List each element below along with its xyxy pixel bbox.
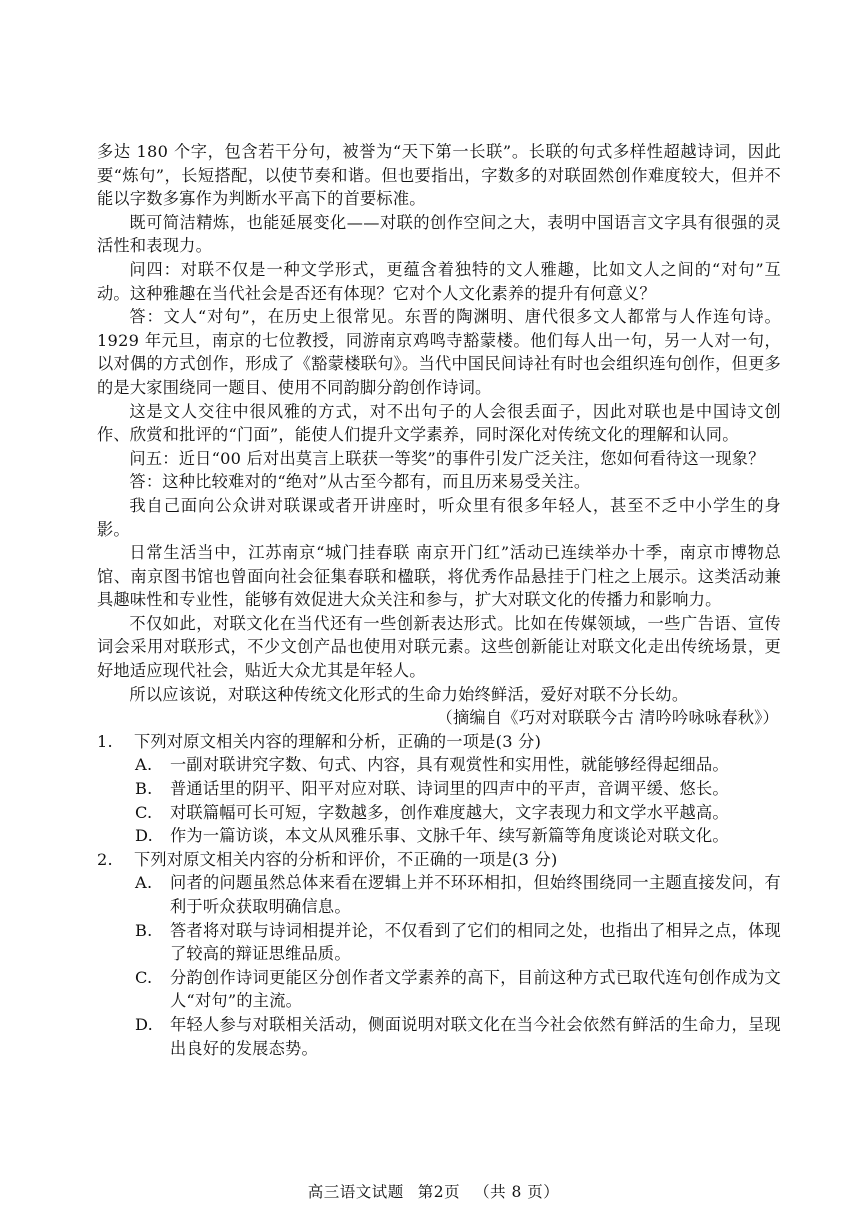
passage-paragraph: 所以应该说，对联这种传统文化形式的生命力始终鲜活，爱好对联不分长幼。: [129, 684, 689, 704]
footer-page-number: 第2页: [417, 1183, 461, 1201]
interview-question-5: 问五：近日“00 后对出莫言上联获一等奖”的事件引发广泛关注，您如何看待这一现象？: [129, 448, 765, 468]
question-number: 1.: [97, 731, 113, 751]
option-a: [97, 753, 781, 777]
option-letter: A.: [135, 755, 153, 775]
question-1: [97, 730, 781, 848]
interview-question-4: 问四：对联不仅是一种文学形式，更蕴含着独特的文人雅趣，比如文人之间的“对句”互动。这种雅趣在当代社会是否还有体现？它对个人文化素养的提升有何意义？: [97, 259, 781, 303]
option-letter: A.: [135, 873, 153, 893]
option-c: [97, 966, 781, 1013]
option-text: 普通话里的阴平、阳平对应对联、诗词里的四声中的平声，音调平缓、悠长。: [170, 779, 729, 799]
passage-paragraph: 多达 180 个字，包含若干分句，被誉为“天下第一长联”。长联的句式多样性超越诗词，因此要“炼句”，长短搭配，以使节奏和谐。但也要指出，字数多的对联固然创作难度较大，但并不能以字数多寡作为判断水平高下的首要标准。: [97, 142, 781, 209]
option-letter: B.: [135, 920, 153, 940]
option-d: [97, 824, 781, 848]
passage-paragraph: 不仅如此，对联文化在当代还有一些创新表达形式。比如在传媒领域，一些广告语、宣传词会采用对联形式，不少文创产品也使用对联元素。这些创新能让对联文化走出传统场景，更好地适应现代社会，贴近大众尤其是年轻人。: [97, 613, 781, 681]
page-footer: [0, 1180, 867, 1202]
footer-subject: 高三语文试题: [307, 1183, 404, 1201]
option-b: [97, 919, 781, 966]
option-letter: D.: [135, 826, 154, 846]
question-text: 下列对原文相关内容的理解和分析，正确的一项是(3 分): [134, 731, 542, 751]
option-letter: C.: [135, 802, 153, 822]
option-text: 答者将对联与诗词相提并论，不仅看到了它们的相同之处，也指出了相异之点，体现了较高的辩证思维品质。: [170, 920, 781, 964]
option-text: 问者的问题虽然总体来看在逻辑上并不环环相扣，但始终围绕同一主题直接发问，有利于听众获取明确信息。: [170, 873, 781, 916]
question-stem: [97, 848, 781, 872]
option-text: 年轻人参与对联相关活动，侧面说明对联文化在当今社会依然有鲜活的生命力，呈现出良好的发展态势。: [170, 1014, 781, 1058]
source-citation: （摘编自《巧对对联联今古 清吟吟咏咏春秋》）: [436, 708, 779, 728]
option-d: [97, 1013, 781, 1060]
option-c: [97, 801, 781, 825]
question-text: 下列对原文相关内容的分析和评价，不正确的一项是(3 分): [134, 849, 558, 869]
option-b: [97, 777, 781, 801]
option-letter: D.: [135, 1014, 154, 1034]
passage-paragraph: 我自己面向公众讲对联课或者开讲座时，听众里有很多年轻人，甚至不乏中小学生的身影。: [97, 495, 781, 539]
option-text: 分韵创作诗词更能区分创作者文学素养的高下，目前这种方式已取代连句创作成为文人“对句”的主流。: [170, 967, 781, 1011]
option-text: 对联篇幅可长可短，字数越多，创作难度越大，文字表现力和文学水平越高。: [170, 802, 729, 822]
question-stem: [97, 730, 781, 754]
option-letter: C.: [135, 967, 153, 987]
passage-paragraph: 既可简洁精炼，也能延展变化——对联的创作空间之大，表明中国语言文字具有很强的灵活性和表现力。: [97, 212, 781, 256]
option-text: 一副对联讲究字数、句式、内容，具有观赏性和实用性，就能够经得起细品。: [170, 755, 729, 775]
option-text: 作为一篇访谈，本文从风雅乐事、文脉千年、续写新篇等角度谈论对联文化。: [170, 826, 729, 846]
option-a: [97, 871, 781, 918]
question-2: [97, 848, 781, 1060]
question-number: 2.: [97, 849, 113, 869]
exam-page: [97, 140, 781, 1060]
passage-paragraph: 日常生活当中，江苏南京“城门挂春联 南京开门红”活动已连续举办十季，南京市博物总馆、南京图书馆也曾面向社会征集春联和楹联，将优秀作品悬挂于门柱之上展示。这类活动兼具趣味性和专业性，能够有效促进大众关注和参与，扩大对联文化的传播力和影响力。: [97, 543, 781, 610]
interview-answer-4: 答：文人“对句”，在历史上很常见。东晋的陶渊明、唐代很多文人都常与人作连句诗。1929 年元旦，南京的七位教授，同游南京鸡鸣寺豁蒙楼。他们每人出一句，另一人对一句，以对偶的方式创作，形成了《豁蒙楼联句》。当代中国民间诗社有时也会组织连句创作，但更多的是大家围绕同一题目、使用不同韵脚分韵创作诗词。: [97, 307, 781, 397]
footer-total-pages: （共 8 页）: [474, 1183, 560, 1201]
option-letter: B.: [135, 779, 153, 799]
passage-paragraph: 这是文人交往中很风雅的方式，对不出句子的人会很丢面子，因此对联也是中国诗文创作、欣赏和批评的“门面”，能使人们提升文学素养，同时深化对传统文化的理解和认同。: [97, 401, 781, 445]
interview-answer-5: 答：这种比较难对的“绝对”从古至今都有，而且历来易受关注。: [129, 472, 591, 492]
